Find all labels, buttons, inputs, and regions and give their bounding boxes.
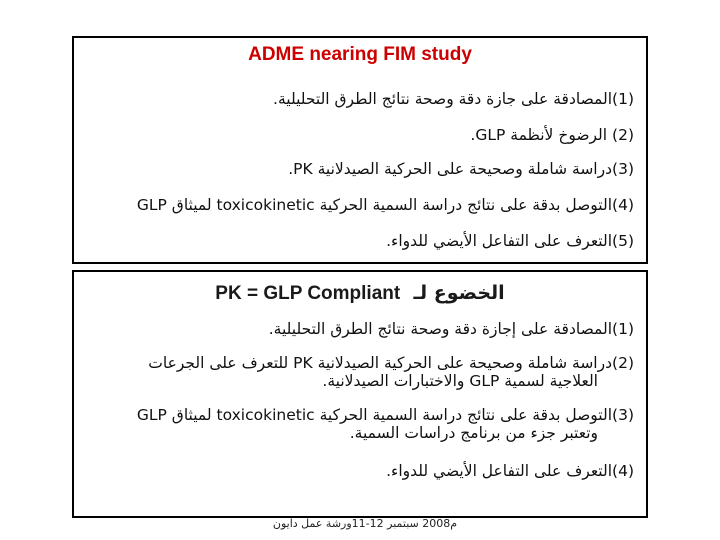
pk-item-2-line2: العلاجية لسمية GLP والاختبارات الصيدلانية. bbox=[322, 372, 598, 390]
pk-item-3-line2: وتعتبر جزء من برنامج دراسات السمية. bbox=[349, 424, 598, 442]
pk-item-2 bbox=[84, 354, 634, 390]
pk-item-3 bbox=[84, 406, 634, 442]
pk-title bbox=[74, 282, 646, 305]
pk-item-1 bbox=[84, 320, 634, 338]
pk-item-3-line1: (3)التوصل بدقة على نتائج دراسة السمية الحركية toxicokinetic لميثاق GLP bbox=[136, 406, 634, 424]
slide-footer: م2008 سبتمبر 12-11ورشة عمل دايون bbox=[272, 517, 458, 530]
adme-item-2: (2) الرضوخ لأنظمة GLP. bbox=[470, 126, 634, 144]
adme-title: ADME nearing FIM study bbox=[248, 44, 472, 65]
pk-title-arabic: الخضوع لـ bbox=[413, 282, 505, 304]
adme-item-5: (5)التعرف على التفاعل الأيضي للدواء. bbox=[386, 232, 634, 250]
adme-box bbox=[72, 36, 648, 264]
adme-item-3: (3)دراسة شاملة وصحيحة على الحركية الصيدلانية PK. bbox=[288, 160, 634, 178]
pk-item-4 bbox=[84, 462, 634, 480]
pk-title-latin: PK = GLP Compliant bbox=[215, 283, 401, 304]
adme-item-4: (4)التوصل بدقة على نتائج دراسة السمية الحركية toxicokinetic لميثاق GLP bbox=[136, 196, 634, 214]
pk-box bbox=[72, 270, 648, 518]
pk-item-4-line1: (4)التعرف على التفاعل الأيضي للدواء. bbox=[386, 462, 634, 480]
pk-item-2-line1: (2)دراسة شاملة وصحيحة على الحركية الصيدلانية PK للتعرف على الجرعات bbox=[148, 354, 634, 372]
adme-item-1: (1)المصادقة على جازة دقة وصحة نتائج الطرق التحليلية. bbox=[273, 90, 634, 108]
pk-item-1-line1: (1)المصادقة على إجازة دقة وصحة نتائج الطرق التحليلية. bbox=[268, 320, 634, 338]
